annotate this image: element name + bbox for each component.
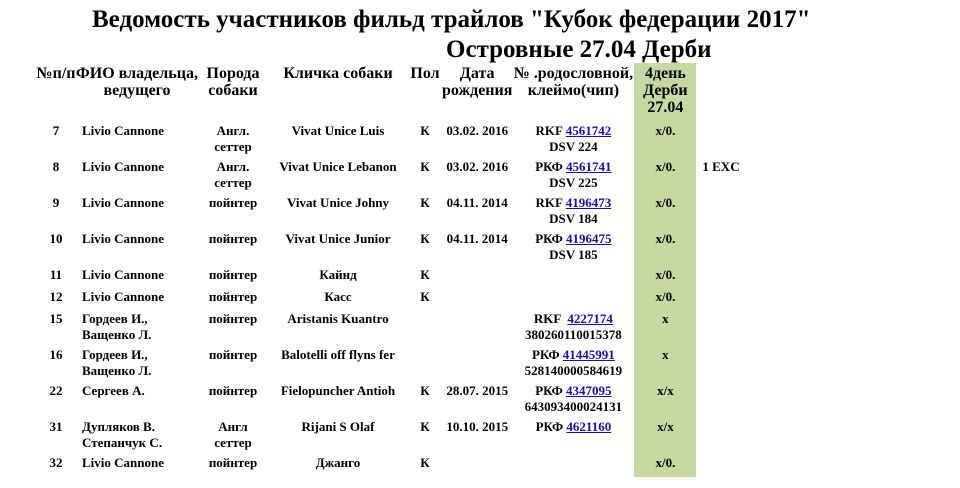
cell-fio: Livio Cannone (82, 195, 164, 210)
cell-sex: К (420, 267, 430, 282)
pedigree-chip: DSV 225 (549, 175, 598, 190)
participants-table (36, 63, 776, 477)
cell-day-result: х/0. (634, 267, 696, 289)
cell-num: 31 (49, 419, 63, 434)
cell-pedigree (512, 311, 634, 347)
cell-day-result: х (634, 347, 696, 383)
cell-num: 16 (49, 347, 63, 362)
table-row (36, 159, 776, 195)
cell-sex: К (420, 289, 430, 304)
table-row (36, 311, 776, 347)
cell-note (696, 419, 776, 455)
cell-note (696, 311, 776, 347)
cell-sex (408, 311, 442, 347)
document-title: Ведомость участников фильд трайлов "Кубок федерации 2017" (92, 6, 811, 33)
cell-dob (442, 267, 512, 289)
pedigree-chip: 528140000584619 (524, 363, 623, 378)
table-row (36, 289, 776, 311)
cell-day-result: х/0. (634, 231, 696, 267)
cell-pedigree (512, 267, 634, 289)
pedigree-chip: DSV 224 (549, 139, 598, 154)
table-row (36, 347, 776, 383)
cell-breed: Англ. сеттер (214, 123, 252, 154)
cell-sex: К (420, 419, 430, 434)
cell-sex: К (420, 195, 430, 210)
cell-pedigree (512, 195, 634, 231)
pedigree-link[interactable]: 41445991 (562, 347, 615, 362)
cell-pedigree (512, 159, 634, 195)
cell-dob (442, 455, 512, 477)
cell-breed: пойнтер (208, 455, 258, 470)
cell-note (696, 347, 776, 383)
cell-note (696, 383, 776, 419)
cell-day-result: х/0. (634, 455, 696, 477)
cell-fio: Livio Cannone (82, 231, 164, 246)
cell-sex: К (420, 455, 430, 470)
cell-num: 22 (49, 383, 63, 398)
pedigree-prefix: RKF (535, 195, 566, 210)
cell-note (696, 231, 776, 267)
cell-note (696, 195, 776, 231)
cell-fio: Гордеев И., Ващенко Л. (82, 311, 152, 342)
cell-dob: 03.02. 2016 (446, 123, 509, 138)
cell-fio: Дупляков В. Степанчук С. (82, 419, 163, 450)
cell-dog-name: Касс (324, 289, 352, 304)
cell-breed: пойнтер (208, 383, 258, 398)
cell-dog-name: Vivat Unice Junior (285, 231, 391, 246)
cell-pedigree (512, 347, 634, 383)
cell-fio: Livio Cannone (82, 455, 164, 470)
pedigree-prefix: РКФ (535, 159, 567, 174)
cell-pedigree (512, 383, 634, 419)
cell-breed: пойнтер (208, 267, 258, 282)
pedigree-link[interactable]: 4347095 (566, 383, 612, 398)
document-subtitle: Островные 27.04 Дерби (446, 36, 712, 63)
cell-num: 32 (49, 455, 63, 470)
cell-dob: 04.11. 2014 (446, 231, 508, 246)
cell-dog-name: Fielopuncher Antioh (280, 383, 396, 398)
header-fio: ФИО владельца, ведущего (76, 65, 198, 99)
cell-num: 9 (52, 195, 60, 210)
cell-num: 11 (49, 267, 63, 282)
cell-breed: Англ сеттер (214, 419, 252, 450)
cell-sex (408, 347, 442, 383)
cell-breed: пойнтер (208, 289, 258, 304)
header-dog-name: Кличка собаки (283, 65, 393, 82)
cell-dob (442, 289, 512, 311)
cell-breed: пойнтер (208, 311, 258, 326)
table-row (36, 195, 776, 231)
cell-dob (442, 347, 512, 383)
cell-day-result: х (634, 311, 696, 347)
cell-pedigree (512, 455, 634, 477)
cell-note (696, 123, 776, 159)
cell-pedigree (512, 419, 634, 455)
cell-dob: 04.11. 2014 (446, 195, 508, 210)
cell-day-result: х/0. (634, 289, 696, 311)
pedigree-prefix: RKF (533, 311, 568, 326)
cell-day-result: х/0. (634, 123, 696, 159)
pedigree-chip: 643093400024131 (524, 399, 623, 414)
cell-sex: К (420, 159, 430, 174)
pedigree-link[interactable]: 4621160 (566, 419, 612, 434)
pedigree-link[interactable]: 4227174 (567, 311, 613, 326)
cell-breed: пойнтер (208, 195, 258, 210)
cell-dog-name: Vivat Unice Lebanon (279, 159, 397, 174)
cell-note: 1 EXC (702, 159, 740, 174)
cell-dob: 10.10. 2015 (446, 419, 509, 434)
cell-num: 7 (52, 123, 60, 138)
cell-dob: 28.07. 2015 (446, 383, 509, 398)
cell-fio: Livio Cannone (82, 159, 164, 174)
cell-num: 10 (49, 231, 63, 246)
cell-pedigree (512, 289, 634, 311)
cell-day-result: х/0. (634, 159, 696, 195)
table-body (36, 123, 776, 477)
cell-note (696, 289, 776, 311)
pedigree-link[interactable]: 4196473 (565, 195, 612, 210)
cell-fio: Гордеев И., Ващенко Л. (82, 347, 152, 378)
pedigree-prefix: РКФ (535, 383, 567, 398)
cell-note (696, 267, 776, 289)
pedigree-link[interactable]: 4561742 (565, 123, 612, 138)
header-note (696, 63, 776, 123)
cell-sex: К (420, 123, 430, 138)
cell-pedigree (512, 123, 634, 159)
header-pedigree: № .родословной, клеймо(чип) (513, 65, 634, 99)
pedigree-chip: 380260110015378 (524, 327, 622, 342)
pedigree-prefix: РКФ (531, 347, 563, 362)
pedigree-prefix: RKF (535, 123, 566, 138)
cell-sex: К (420, 231, 430, 246)
cell-num: 12 (49, 289, 63, 304)
cell-dog-name: Rijani S Olaf (301, 419, 375, 434)
cell-dob: 03.02. 2016 (446, 159, 509, 174)
table-row (36, 123, 776, 159)
table-row (36, 455, 776, 477)
cell-dog-name: Vivat Unice Johny (286, 195, 390, 210)
pedigree-link[interactable]: 4196475 (566, 231, 612, 246)
cell-fio: Livio Cannone (82, 289, 164, 304)
cell-day-result: х/0. (634, 195, 696, 231)
header-sex: Пол (410, 65, 440, 82)
cell-note (696, 455, 776, 477)
cell-day-result: х/х (634, 383, 696, 419)
header-dob: Дата рождения (442, 65, 513, 99)
cell-sex: К (420, 383, 430, 398)
table-row (36, 419, 776, 455)
header-num: №п/п (36, 65, 76, 82)
cell-fio: Livio Cannone (82, 123, 164, 138)
header-day: 4день Дерби 27.04 (634, 63, 696, 123)
cell-breed: пойнтер (208, 347, 258, 362)
cell-dog-name: Кайнд (319, 267, 357, 282)
cell-pedigree (512, 231, 634, 267)
table-row (36, 383, 776, 419)
cell-breed: Англ. сеттер (214, 159, 252, 190)
cell-dog-name: Джанго (315, 455, 361, 470)
cell-dog-name: Vivat Unice Luis (291, 123, 385, 138)
cell-dog-name: Aristanis Kuantro (287, 311, 389, 326)
header-breed: Порода собаки (206, 65, 260, 99)
cell-breed: пойнтер (208, 231, 258, 246)
table-row (36, 267, 776, 289)
cell-day-result: х/х (634, 419, 696, 455)
pedigree-chip: DSV 185 (549, 247, 598, 262)
pedigree-prefix: РКФ (535, 231, 567, 246)
cell-dob (442, 311, 512, 347)
table-row (36, 231, 776, 267)
pedigree-link[interactable]: 4561741 (566, 159, 612, 174)
cell-dog-name: Balotelli off flyns fer (281, 347, 395, 362)
pedigree-prefix: РКФ (535, 419, 567, 434)
pedigree-chip: DSV 184 (549, 211, 598, 226)
cell-fio: Сергеев А. (82, 383, 145, 398)
cell-fio: Livio Cannone (82, 267, 164, 282)
cell-num: 15 (49, 311, 63, 326)
cell-num: 8 (52, 159, 60, 174)
